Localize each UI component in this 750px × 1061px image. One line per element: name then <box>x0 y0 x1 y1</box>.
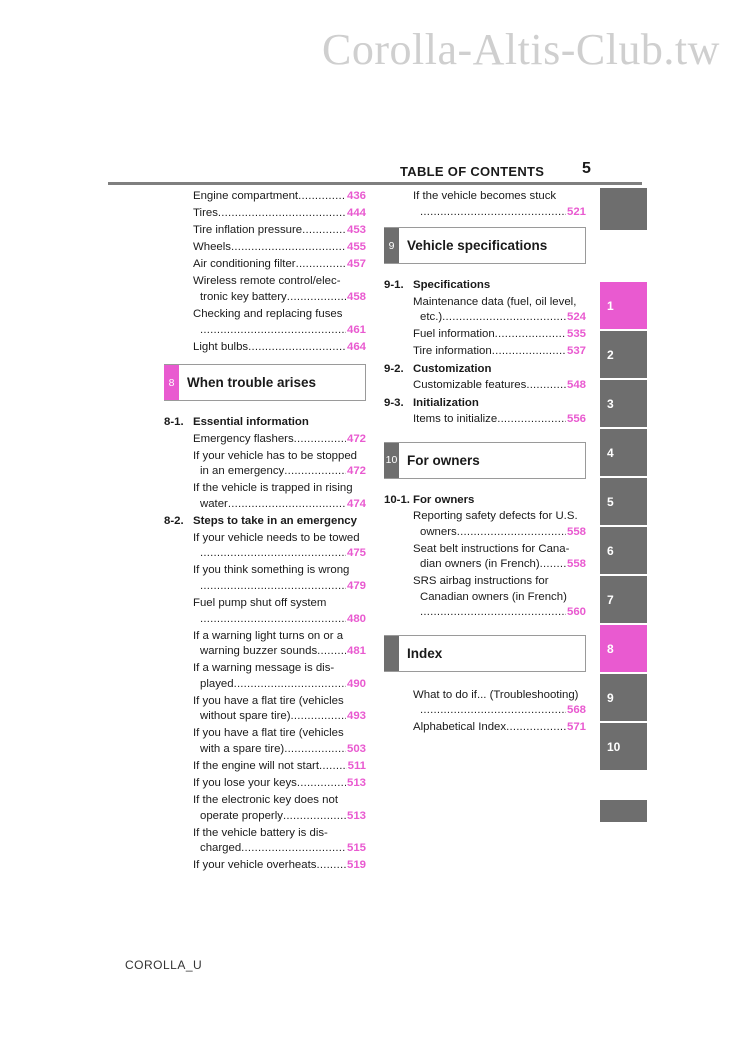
toc-entry-page: 472 <box>346 432 366 445</box>
chapter-tab-3[interactable]: 3 <box>600 380 647 427</box>
toc-entry-page: 472 <box>346 465 366 478</box>
dot-leader <box>420 703 566 719</box>
chapter-tab-7[interactable]: 7 <box>600 576 647 623</box>
dot-leader <box>442 310 566 326</box>
toc-entry-text: Air conditioning filter <box>193 258 296 271</box>
toc-entry-page: 560 <box>566 606 586 619</box>
dot-leader <box>526 378 566 394</box>
dot-leader <box>317 644 346 660</box>
subsection-number: 9-1. <box>384 279 404 291</box>
toc-entry-page: 453 <box>346 224 366 237</box>
dot-leader <box>200 323 346 339</box>
chapter-title: Index <box>407 645 443 661</box>
subsection-heading <box>384 493 586 509</box>
chapter-number: 9 <box>384 228 399 263</box>
toc-entry-leader-line <box>193 858 366 874</box>
toc-entry-page: 511 <box>347 760 366 772</box>
toc-entry[interactable] <box>413 720 586 736</box>
toc-entry-text: If the vehicle becomes stuck <box>413 190 557 202</box>
toc-entry-leader-line <box>413 703 586 719</box>
toc-entry-page: 558 <box>566 558 586 571</box>
toc-entry-text: Items to initialize <box>413 413 498 426</box>
watermark: Corolla-Altis-Club.tw <box>322 25 720 74</box>
toc-entry-text: SRS airbag instructions for <box>413 575 549 588</box>
toc-entry[interactable] <box>413 574 586 621</box>
toc-entry-page: 535 <box>566 328 586 341</box>
toc-entry-text: Reporting safety defects for U.S. <box>413 510 578 523</box>
dot-leader <box>234 677 346 693</box>
dot-leader <box>200 612 346 628</box>
toc-entry-text: Tires <box>193 207 218 220</box>
toc-entry[interactable] <box>413 688 586 719</box>
chapter-tab-blank[interactable] <box>600 188 647 230</box>
toc-entry-leader-line <box>413 378 586 394</box>
toc-entry[interactable] <box>193 206 366 222</box>
toc-entry-text: If the vehicle battery is dis- <box>193 826 328 839</box>
chapter-title: When trouble arises <box>187 375 317 391</box>
toc-entry-text: charged <box>200 842 242 855</box>
toc-entry-leader-line <box>193 290 366 306</box>
toc-entry-text: in an emergency <box>200 465 285 478</box>
toc-entry-text: Tire inflation pressure <box>193 224 303 237</box>
toc-entry-text: If the engine will not start <box>193 760 319 772</box>
toc-entry[interactable] <box>193 726 366 757</box>
toc-entry[interactable] <box>193 257 366 273</box>
toc-entry-leader-line <box>413 310 586 326</box>
chapter-tab-10[interactable]: 10 <box>600 723 647 770</box>
toc-entry[interactable] <box>193 189 366 205</box>
toc-entry-page: 537 <box>566 345 586 358</box>
toc-entry[interactable] <box>193 858 366 874</box>
toc-entry-leader-line <box>193 644 366 660</box>
toc-entry-leader-line <box>413 720 586 736</box>
toc-entry-leader-line <box>193 546 366 562</box>
toc-entry-leader-line <box>413 205 586 221</box>
toc-entry-page: 444 <box>346 207 366 220</box>
toc-entry[interactable] <box>413 542 586 573</box>
chapter-tab-9[interactable]: 9 <box>600 674 647 721</box>
toc-entry-page: 461 <box>346 323 366 336</box>
toc-entry-text: with a spare tire) <box>200 742 285 755</box>
dot-leader <box>302 223 346 239</box>
toc-entry[interactable] <box>413 378 586 394</box>
toc-entry[interactable] <box>413 344 586 360</box>
toc-right-column <box>384 189 586 738</box>
toc-entry-leader-line <box>193 497 366 513</box>
chapter-heading[interactable] <box>384 442 586 479</box>
dot-leader <box>294 432 346 448</box>
toc-entry-leader-line <box>193 677 366 693</box>
toc-entry-page: 457 <box>346 258 366 271</box>
dot-leader <box>284 464 346 480</box>
dot-leader <box>291 709 346 725</box>
toc-entry-leader-line <box>193 206 366 222</box>
toc-entry-leader-line <box>193 464 366 480</box>
subsection-number: 9-2. <box>384 362 404 375</box>
toc-entry-text: dian owners (in French) <box>420 558 540 571</box>
chapter-tab-6[interactable]: 6 <box>600 527 647 574</box>
toc-entry-page: 458 <box>346 290 366 303</box>
dot-leader <box>200 546 346 562</box>
toc-entry-page: 515 <box>346 842 366 855</box>
subsection-heading <box>164 415 366 431</box>
subsection-title: Initialization <box>413 396 479 409</box>
toc-entry-leader-line <box>193 257 366 273</box>
toc-entry-page: 481 <box>346 645 366 658</box>
toc-entry-page: 556 <box>566 413 586 426</box>
subsection-number: 9-3. <box>384 396 404 409</box>
toc-entry-leader-line <box>413 327 586 343</box>
subsection-heading <box>164 514 366 530</box>
toc-entry-text: Customizable features <box>413 379 527 392</box>
toc-entry-leader-line <box>193 709 366 725</box>
toc-entry[interactable] <box>413 327 586 343</box>
toc-entry[interactable] <box>193 449 366 480</box>
dot-leader <box>420 205 566 221</box>
dot-leader <box>248 340 346 356</box>
toc-entry-text: played <box>200 677 234 690</box>
toc-entry-text: Checking and replacing fuses <box>193 308 343 321</box>
toc-entry-text: water <box>200 497 228 510</box>
dot-leader <box>495 327 566 343</box>
toc-entry-page: 524 <box>566 311 586 323</box>
toc-entry-page: 474 <box>346 497 366 510</box>
toc-entry-text: Fuel pump shut off system <box>193 597 327 610</box>
dot-leader <box>457 525 566 541</box>
toc-entry[interactable] <box>413 509 586 540</box>
toc-entry-text: If your vehicle has to be stopped <box>193 449 358 462</box>
toc-entry[interactable] <box>193 481 366 512</box>
toc-entry-text: Wheels <box>193 241 231 254</box>
toc-entry[interactable] <box>193 432 366 448</box>
header-rule <box>108 182 642 185</box>
toc-entry-leader-line <box>193 742 366 758</box>
toc-entry-leader-line <box>413 525 586 541</box>
chapter-number <box>384 636 399 671</box>
toc-entry-text: If the vehicle is trapped in rising <box>193 482 353 495</box>
toc-entry-text: If your vehicle needs to be towed <box>193 531 360 544</box>
toc-entry-leader-line <box>193 340 366 356</box>
toc-entry-text: If you lose your keys <box>193 777 297 790</box>
toc-entry-leader-line <box>193 759 366 775</box>
dot-leader <box>492 344 566 360</box>
toc-entry-leader-line <box>193 579 366 595</box>
toc-entry-leader-line <box>193 612 366 628</box>
toc-entry-page: 513 <box>346 809 366 822</box>
toc-entry[interactable] <box>193 307 366 338</box>
toc-entry-text: without spare tire) <box>200 710 291 723</box>
subsection-title: Steps to take in an emergency <box>193 515 357 528</box>
toc-entry[interactable] <box>193 776 366 792</box>
page-header-title: TABLE OF CONTENTS <box>400 164 545 179</box>
toc-entry-text: If the electronic key does not <box>193 794 338 807</box>
toc-entry-leader-line <box>413 344 586 360</box>
dot-leader <box>228 497 346 513</box>
subsection-heading <box>384 396 586 412</box>
chapter-heading[interactable] <box>384 227 586 264</box>
toc-entry-text: Alphabetical Index <box>413 721 507 734</box>
toc-entry[interactable] <box>413 412 586 428</box>
dot-leader <box>287 290 346 306</box>
toc-entry-page: 568 <box>566 704 586 717</box>
toc-entry-page: 480 <box>346 612 366 625</box>
chapter-tab-1[interactable]: 1 <box>600 282 647 329</box>
subsection-number: 10-1. <box>384 493 410 506</box>
toc-entry-page: 455 <box>346 241 366 254</box>
toc-entry-text: Tire information <box>413 345 492 358</box>
toc-entry-text: If a warning message is dis- <box>193 662 335 675</box>
toc-entry-page: 464 <box>346 340 366 353</box>
toc-entry-text: operate properly <box>200 809 283 822</box>
toc-entry-text: etc.) <box>420 311 443 323</box>
toc-entry-page: 493 <box>346 710 366 723</box>
toc-entry[interactable] <box>193 223 366 239</box>
dot-leader <box>420 605 566 621</box>
toc-entry[interactable] <box>413 295 586 326</box>
toc-left-column <box>164 189 366 875</box>
dot-leader <box>540 557 566 573</box>
toc-entry-text: warning buzzer sounds <box>200 645 318 658</box>
chapter-title: For owners <box>407 452 480 468</box>
chapter-tab-2[interactable]: 2 <box>600 331 647 378</box>
toc-entry-leader-line <box>413 605 586 621</box>
toc-entry[interactable] <box>193 793 366 824</box>
toc-entry-text: Wireless remote control/elec- <box>193 275 341 288</box>
chapter-number: 10 <box>384 443 399 478</box>
dot-leader <box>284 742 346 758</box>
toc-entry-text: Canadian owners (in French) <box>420 590 567 603</box>
chapter-tab-5[interactable]: 5 <box>600 478 647 525</box>
toc-entry-text: owners <box>420 525 457 538</box>
toc-entry-page: 436 <box>346 190 366 202</box>
chapter-number: 8 <box>164 365 179 400</box>
toc-entry-leader-line <box>193 776 366 792</box>
subsection-heading <box>384 362 586 378</box>
toc-entry[interactable] <box>193 629 366 660</box>
toc-entry-page: 519 <box>346 859 366 872</box>
toc-entry-text: Maintenance data (fuel, oil level, <box>413 295 577 308</box>
toc-entry[interactable] <box>193 563 366 594</box>
toc-entry-text: tronic key battery <box>200 290 287 303</box>
toc-entry-text: If your vehicle overheats <box>193 859 317 872</box>
dot-leader <box>283 809 346 825</box>
toc-entry[interactable] <box>193 531 366 562</box>
subsection-title: For owners <box>413 493 475 506</box>
toc-entry-page: 503 <box>346 742 366 755</box>
toc-entry-leader-line <box>193 223 366 239</box>
page-number: 5 <box>582 160 591 177</box>
subsection-number: 8-2. <box>164 515 184 528</box>
toc-entry[interactable] <box>193 661 366 692</box>
toc-entry[interactable] <box>193 694 366 725</box>
toc-entry-text: If you think something is wrong <box>193 564 350 577</box>
toc-entry[interactable] <box>193 340 366 356</box>
toc-entry-text: If you have a flat tire (vehicles <box>193 694 344 707</box>
chapter-tab-8[interactable]: 8 <box>600 625 647 672</box>
toc-entry-leader-line <box>193 323 366 339</box>
toc-entry[interactable] <box>193 240 366 256</box>
toc-entry-page: 475 <box>346 547 366 560</box>
chapter-heading[interactable] <box>384 635 586 672</box>
toc-entry-text: What to do if... (Troubleshooting) <box>413 688 579 701</box>
toc-entry[interactable] <box>193 759 366 775</box>
dot-leader <box>316 858 346 874</box>
toc-entry-page: 558 <box>566 525 586 538</box>
subsection-heading <box>384 278 586 294</box>
toc-entry-text: Fuel information <box>413 328 495 341</box>
toc-entry[interactable] <box>193 826 366 857</box>
toc-entry[interactable] <box>193 274 366 305</box>
toc-entry-leader-line <box>193 189 366 205</box>
dot-leader <box>218 206 346 222</box>
toc-entry-leader-line <box>193 240 366 256</box>
toc-entry-page: 479 <box>346 579 366 592</box>
dot-leader <box>497 412 566 428</box>
chapter-heading[interactable] <box>164 364 366 401</box>
chapter-tab-4[interactable]: 4 <box>600 429 647 476</box>
toc-entry-leader-line <box>193 809 366 825</box>
toc-entry[interactable] <box>193 596 366 627</box>
dot-leader <box>298 189 346 205</box>
toc-entry-text: If a warning light turns on or a <box>193 629 344 642</box>
dot-leader <box>241 841 346 857</box>
subsection-title: Customization <box>413 362 492 375</box>
toc-entry-text: Light bulbs <box>193 340 249 353</box>
subsection-number: 8-1. <box>164 416 184 429</box>
toc-entry[interactable] <box>413 189 586 220</box>
toc-entry-leader-line <box>193 432 366 448</box>
dot-leader <box>200 579 346 595</box>
toc-entry-leader-line <box>193 841 366 857</box>
footer-code: COROLLA_U <box>125 958 203 972</box>
toc-entry-page: 571 <box>566 721 586 734</box>
toc-entry-text: Seat belt instructions for Cana- <box>413 542 570 555</box>
dot-leader <box>319 759 347 775</box>
toc-entry-leader-line <box>413 412 586 428</box>
chapter-title: Vehicle specifications <box>407 238 548 253</box>
dot-leader <box>296 257 346 273</box>
toc-entry-page: 513 <box>346 777 366 790</box>
toc-entry-page: 548 <box>566 379 586 392</box>
toc-entry-text: Emergency flashers <box>193 432 294 445</box>
subsection-title: Essential information <box>193 416 309 429</box>
chapter-tab-blank[interactable] <box>600 800 647 822</box>
toc-entry-text: If you have a flat tire (vehicles <box>193 727 344 740</box>
toc-entry-text: Engine compartment <box>193 190 299 202</box>
dot-leader <box>506 720 566 736</box>
dot-leader <box>231 240 346 256</box>
toc-entry-page: 490 <box>346 677 366 690</box>
subsection-title: Specifications <box>413 279 491 291</box>
toc-entry-leader-line <box>413 557 586 573</box>
toc-entry-page: 521 <box>566 205 586 218</box>
dot-leader <box>297 776 346 792</box>
